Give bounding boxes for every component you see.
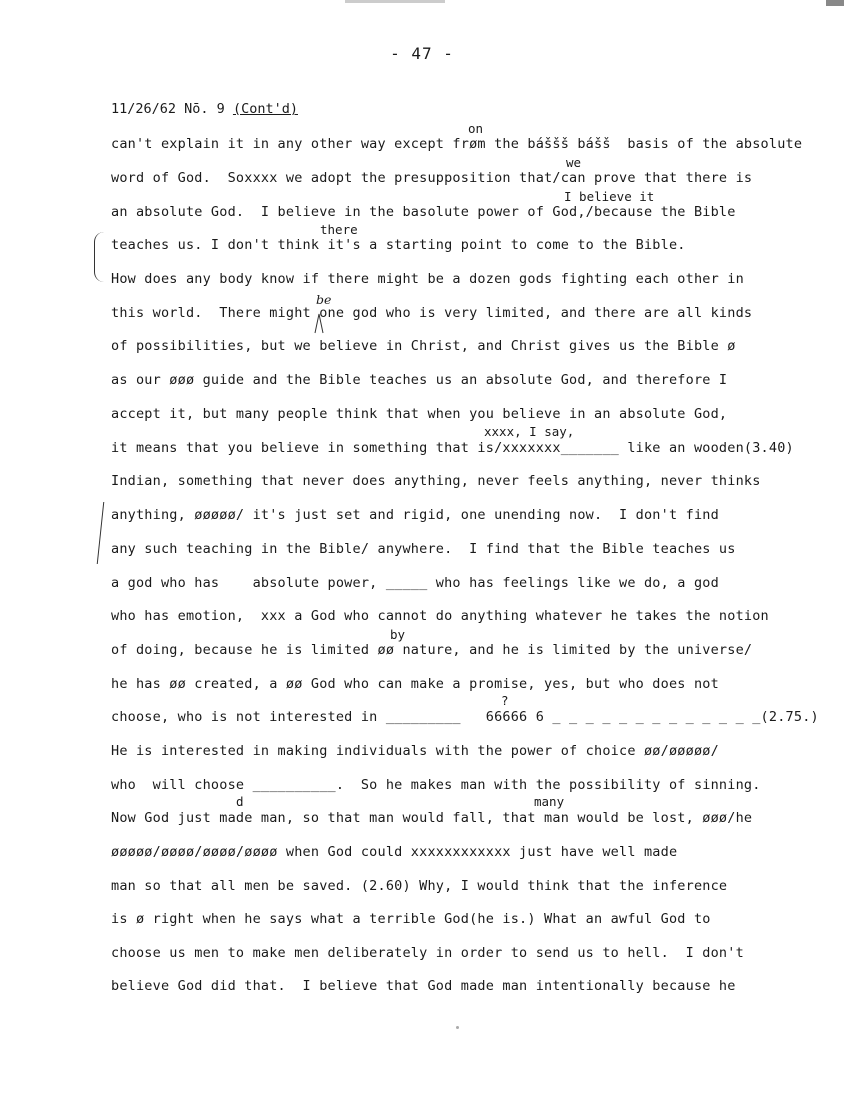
margin-bracket-upper (94, 232, 109, 282)
insertion-i-say: xxxx, I say, (484, 424, 575, 439)
body-line-6: this world. There might one god who is very limited, and there are all kinds (111, 305, 753, 321)
header-continued: (Cont'd) (232, 101, 298, 117)
page-number: - 47 - (390, 44, 454, 63)
body-line-12: anything, øøøøø/ it's just set and rigid, one unending now. I don't find (111, 507, 719, 523)
entry-header (111, 101, 298, 117)
body-line-2: word of God. Soxxxx we adopt the presupposition that/can prove that there is (111, 170, 753, 186)
insertion-be: be (316, 292, 332, 307)
body-line-18: choose, who is not interested in _________ 66666 6 _ _ _ _ _ _ _ _ _ _ _ _ _(2.75.) (111, 709, 819, 725)
body-line-16: of doing, because he is limited øø nature, and he is limited by the universe/ (111, 642, 753, 658)
header-number: Nō. 9 (184, 101, 225, 117)
body-line-11: Indian, something that never does anything, never feels anything, never thinks (111, 473, 761, 489)
insertion-d: d (236, 794, 244, 809)
body-line-9: accept it, but many people think that when you believe in an absolute God, (111, 406, 728, 422)
body-line-13: any such teaching in the Bible/ anywhere. I find that the Bible teaches us (111, 541, 736, 557)
body-line-5: How does any body know if there might be a dozen gods fighting each other in (111, 271, 744, 287)
insertion-i-believe-it: I believe it (564, 189, 655, 204)
body-line-3: an absolute God. I believe in the basolute power of God,/because the Bible (111, 204, 736, 220)
body-line-7: of possibilities, but we believe in Christ, and Christ gives us the Bible ø (111, 338, 736, 354)
body-line-10: it means that you believe in something that is/xxxxxxx_______ like an wooden(3.40) (111, 440, 794, 456)
body-line-20: who will choose __________. So he makes man with the possibility of sinning. (111, 777, 761, 793)
body-line-17: he has øø created, a øø God who can make a promise, yes, but who does not (111, 676, 719, 692)
insertion-caret (314, 312, 324, 334)
header-date: 11/26/62 (111, 101, 177, 117)
body-line-14: a god who has absolute power, _____ who has feelings like we do, a god (111, 575, 719, 591)
body-line-8: as our øøø guide and the Bible teaches us an absolute God, and therefore I (111, 372, 728, 388)
insertion-by: by (390, 627, 406, 642)
insertion-there: there (320, 222, 358, 237)
body-line-25: choose us men to make men deliberately in order to send us to hell. I don't (111, 945, 744, 961)
body-line-23: man so that all men be saved. (2.60) Why, I would think that the inference (111, 878, 728, 894)
top-corner-mark (826, 0, 844, 6)
insertion-on: on (468, 121, 484, 136)
body-line-26: believe God did that. I believe that God made man intentionally because he (111, 978, 736, 994)
body-line-19: He is interested in making individuals with the power of choice øø/øøøøø/ (111, 743, 719, 759)
body-line-22: øøøøø/øøøø/øøøø/øøøø when God could xxxxxxxxxxxx just have well made (111, 844, 678, 860)
body-line-1: can't explain it in any other way except frøm the báššš bášš basis of the absolute (111, 136, 803, 152)
body-line-15: who has emotion, xxx a God who cannot do anything whatever he takes the notion (111, 608, 769, 624)
body-line-24: is ø right when he says what a terrible God(he is.) What an awful God to (111, 911, 711, 927)
body-line-21: Now God just made man, so that man would fall, that man would be lost, øøø/he (111, 810, 753, 826)
scan-speck (456, 1026, 459, 1029)
insertion-we: we (566, 155, 582, 170)
body-line-4: teaches us. I don't think it's a starting point to come to the Bible. (111, 237, 686, 253)
top-scan-mark (345, 0, 445, 3)
insertion-question: ? (501, 693, 509, 708)
insertion-many: many (534, 794, 565, 809)
